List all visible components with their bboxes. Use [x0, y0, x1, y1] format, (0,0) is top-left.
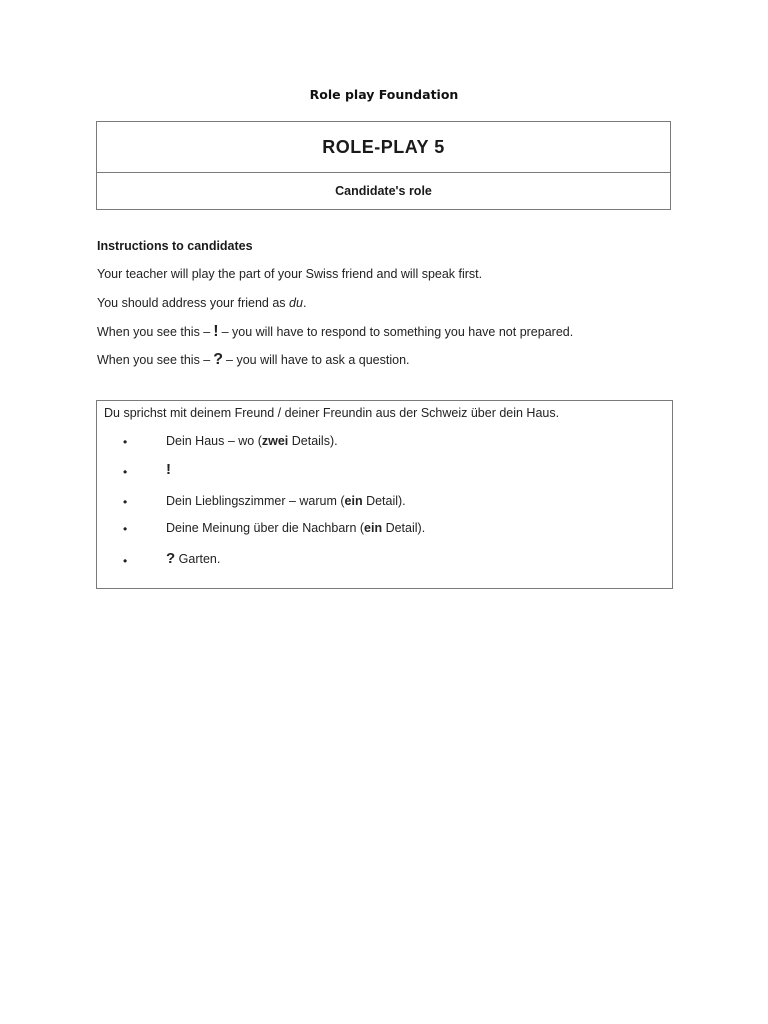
- instruction-text: When you see this –: [97, 325, 211, 339]
- instructions-heading: Instructions to candidates: [97, 239, 253, 253]
- instruction-text: .: [302, 296, 307, 310]
- task-item-bold: ein: [344, 494, 363, 508]
- exclamation-icon: !: [166, 461, 171, 478]
- task-item-text: Dein Haus – wo (: [166, 434, 262, 448]
- instruction-text: Your teacher will play the part of your Swiss friend and will speak first.: [97, 267, 483, 281]
- instruction-emphasis-du: du: [289, 296, 303, 310]
- task-item-text: Detail).: [362, 494, 406, 508]
- task-item-5: [166, 550, 220, 567]
- exclamation-icon: !: [213, 323, 219, 340]
- task-item-text: Detail).: [382, 521, 426, 535]
- task-item-text: Garten.: [175, 552, 221, 566]
- instruction-line-4: [97, 351, 410, 369]
- instruction-text: You should address your friend as: [97, 296, 290, 310]
- bullet-icon: •: [123, 495, 128, 509]
- task-item-text: Deine Meinung über die Nachbarn (: [166, 521, 365, 535]
- instruction-text: – you will have to ask a question.: [226, 353, 410, 367]
- instruction-line-2: [97, 296, 306, 310]
- task-item-bold: zwei: [261, 434, 289, 448]
- page-title: Role play Foundation: [309, 87, 459, 102]
- task-item-bold: ein: [364, 521, 383, 535]
- instruction-line-1: [97, 267, 482, 281]
- candidate-role-label: Candidate's role: [335, 184, 432, 198]
- question-mark-icon: ?: [166, 550, 176, 567]
- bullet-icon: •: [123, 554, 128, 568]
- task-item-4: [166, 521, 425, 535]
- task-item-1: [166, 434, 338, 448]
- bullet-icon: •: [123, 465, 128, 479]
- bullet-icon: •: [123, 522, 128, 536]
- task-item-text: Dein Lieblingszimmer – warum (: [166, 494, 345, 508]
- instruction-text: – you will have to respond to something you have not prepared.: [221, 325, 574, 339]
- task-item-2: [166, 461, 171, 478]
- role-play-header-box: [96, 121, 671, 210]
- instruction-text: When you see this –: [97, 353, 211, 367]
- bullet-icon: •: [123, 435, 128, 449]
- question-mark-icon: ?: [213, 351, 224, 368]
- instruction-line-3: [97, 323, 573, 341]
- role-play-title: ROLE-PLAY 5: [97, 122, 670, 173]
- task-intro: Du sprichst mit deinem Freund / deiner Freundin aus der Schweiz über dein Haus.: [104, 406, 560, 420]
- task-item-3: [166, 494, 406, 508]
- task-item-text: Details).: [288, 434, 338, 448]
